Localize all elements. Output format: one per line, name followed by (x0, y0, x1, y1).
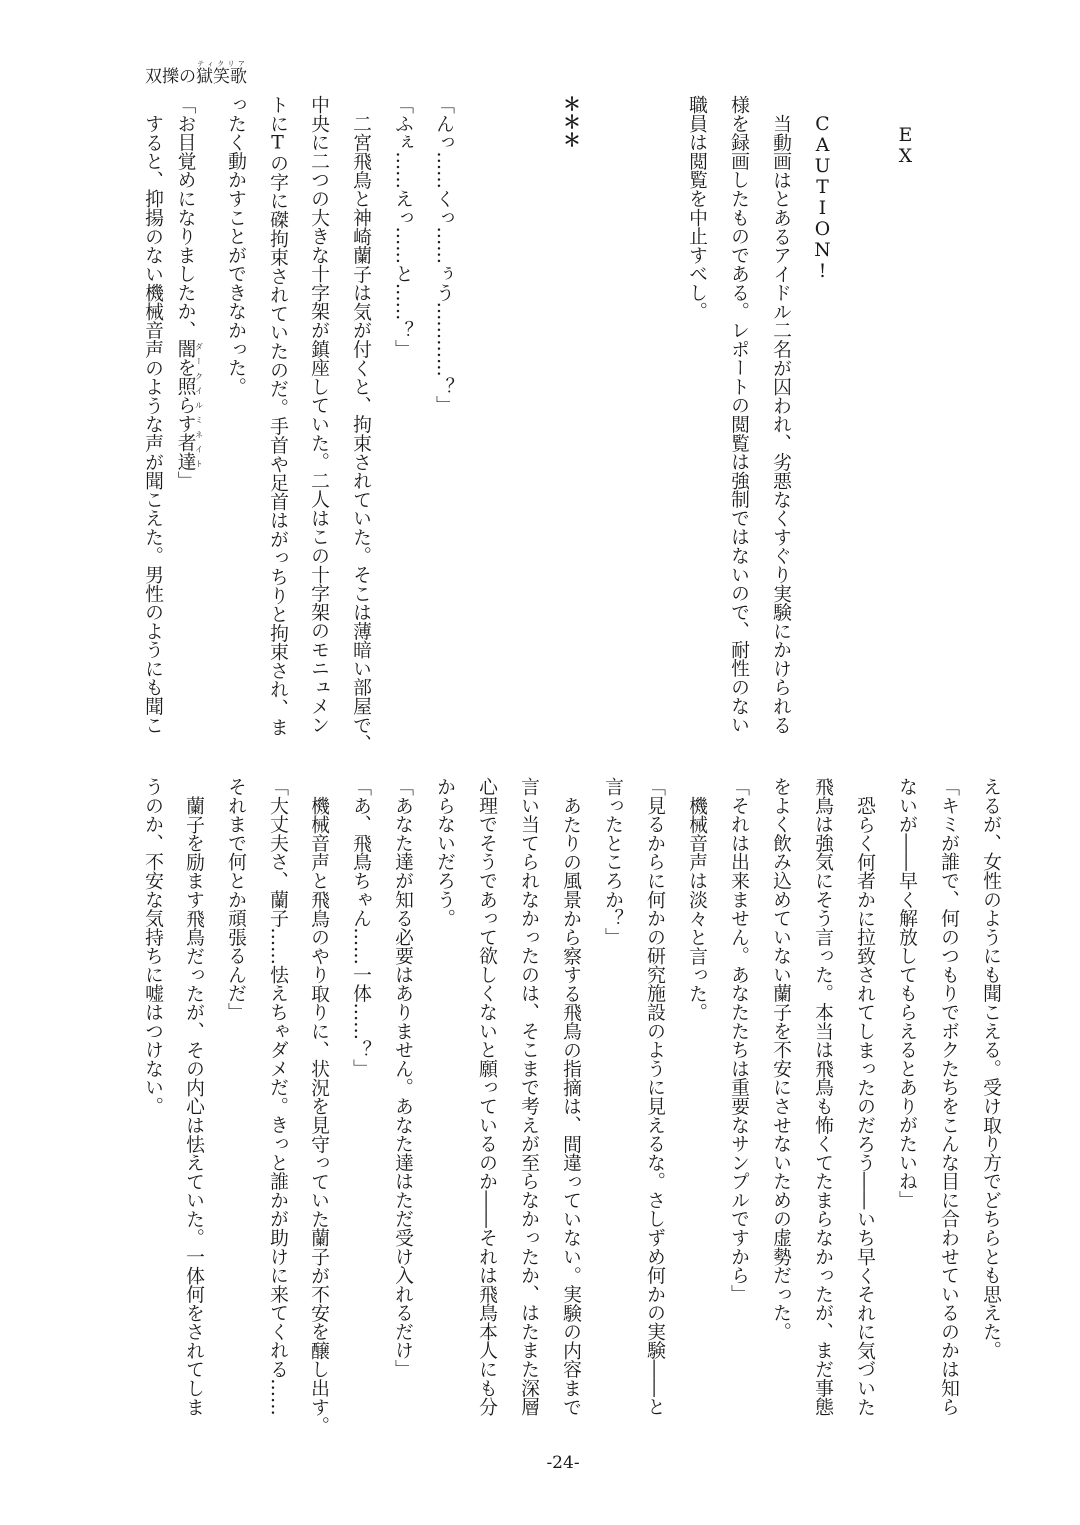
text-line: 「見るからに何かの研究施設のように見えるな。さしずめ何かの実験――と (644, 777, 665, 1416)
text-line: すると、抑揚のない機械音声のような声が聞こえた。男性のようにも聞こ (142, 113, 163, 734)
header-title-prefix: 双擽の (145, 67, 196, 87)
text-line: 「あなた達が知る必要はありません。あなた達はただ受け入れるだけ」 (392, 777, 413, 1379)
text-line: 言い当てられなかったのは、そこまで考えが至らなかったか、はたまた深層 (518, 777, 539, 1416)
text-line: 二宮飛鳥と神崎蘭子は気が付くと、拘束されていた。そこは薄暗い部屋で、 (350, 113, 371, 753)
caution-line: 当動画はとあるアイドル二名が囚われ、劣悪なくすぐり実験にかけられる (770, 113, 791, 734)
text-line: ったく動かすことができなかった。 (225, 95, 246, 396)
text-line: からないだろう。 (434, 777, 455, 928)
text-line: うのか、不安な気持ちに嘘はつけない。 (142, 777, 163, 1116)
text-line: 「大丈夫さ、蘭子……怯えちゃダメだ。きっと誰かが助けに来てくれる…… (267, 777, 288, 1416)
text-line: をよく飲み込めていない蘭子を不安にさせないための虚勢だった。 (770, 777, 791, 1341)
ruby-annotation (174, 339, 204, 471)
running-header (145, 60, 247, 87)
caution-line: 様を録画したものである。レポートの閲覧は強制ではないので、耐性のない (728, 95, 749, 734)
text-line (174, 95, 204, 490)
text-line: 機械音声と飛鳥のやり取りに、状況を見守っていた蘭子が不安を醸し出す。 (308, 795, 329, 1435)
header-ruby-text: ティクリア (196, 60, 247, 68)
text-line: 機械音声は淡々と言った。 (686, 795, 707, 1022)
text-line: 言ったところか？」 (602, 777, 623, 947)
text-segment-latin: T (267, 132, 288, 154)
text-line: 飛鳥は強気にそう言った。本当は飛鳥も怖くてたまらなかったが、まだ事態 (812, 777, 833, 1416)
section-heading: EX (895, 125, 916, 167)
ruby-base: 闇を照らす者達 (174, 339, 196, 471)
text-line: それまで何とか頑張るんだ」 (225, 777, 246, 1022)
text-line: 恐らく何者かに拉致されてしまったのだろう――いち早くそれに気づいた (854, 795, 875, 1416)
header-title-ruby (196, 60, 247, 87)
text-line: 「ふぇ……えっ……と……？」 (392, 95, 413, 359)
caution-line: 職員は閲覧を中止すべし。 (686, 95, 707, 321)
page-number: -24- (546, 1453, 580, 1473)
text-segment: トに (267, 95, 288, 133)
header-title-base: 獄笑歌 (196, 67, 247, 87)
text-line: 「あ、飛鳥ちゃん……一体……？」 (350, 777, 371, 1078)
text-line: 蘭子を励ます飛鳥だったが、その内心は怯えていた。一体何をされてしま (183, 795, 204, 1416)
text-segment: の字に磔拘束されていたのだ。手首や足首はがっちりと拘束され、ま (267, 153, 288, 737)
caution-label: CAUTION! (812, 113, 833, 282)
ruby-text: ダークイルミネイト (194, 339, 204, 471)
text-line: えるが、女性のようにも聞こえる。受け取り方でどちらとも思えた。 (980, 777, 1001, 1360)
text-line: 「それは出来ません。あなたたちは重要なサンプルですから」 (728, 777, 749, 1304)
text-segment: 」 (174, 470, 196, 490)
text-line: 中央に二つの大きな十字架が鎮座していた。二人はこの十字架のモニュメン (308, 95, 329, 734)
text-line: 「キミが誰で、何のつもりでボクたちをこんな目に合わせているのかは知ら (938, 777, 959, 1416)
text-line: 心理でそうであって欲しくないと願っているのか――それは飛鳥本人にも分 (476, 777, 497, 1416)
text-segment: 「お目覚めになりましたか、 (174, 95, 196, 340)
text-line (268, 95, 287, 736)
text-line: 「んっ……くっ……ぅう…………？」 (433, 95, 454, 415)
text-line: ないが――早く解放してもらえるとありがたいね」 (896, 777, 917, 1210)
text-line: あたりの風景から察する飛鳥の指摘は、間違っていない。実験の内容まで (560, 795, 581, 1416)
scene-separator: ＊＊＊ (560, 95, 581, 149)
